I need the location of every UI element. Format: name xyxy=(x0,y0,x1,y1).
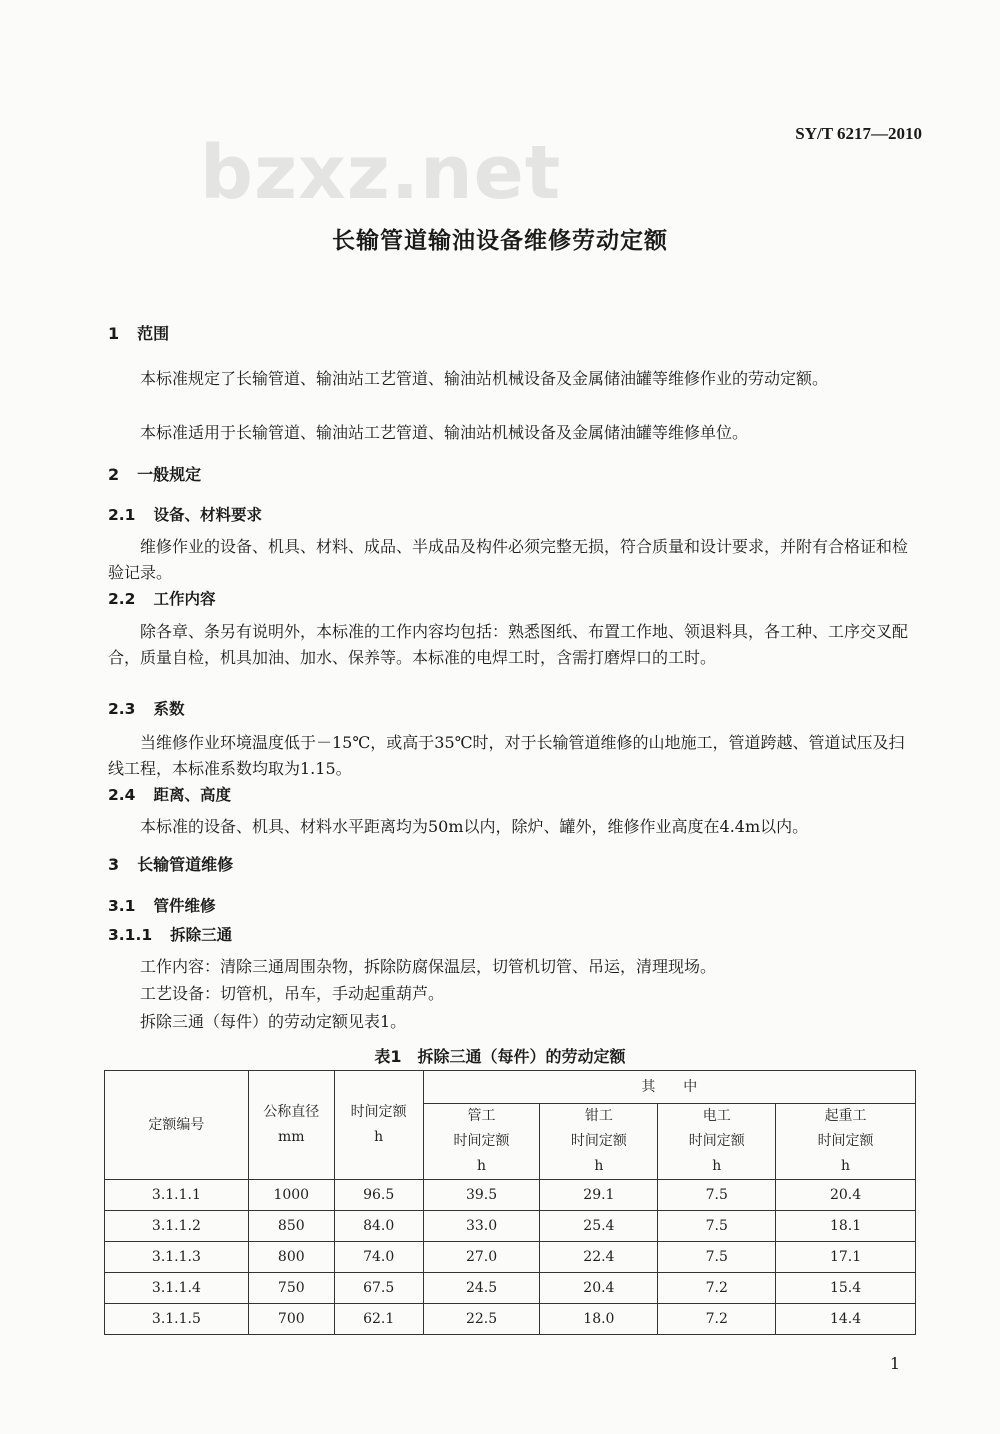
col-header-nominal-diameter xyxy=(248,1071,334,1180)
cell-diameter: 750 xyxy=(248,1273,334,1304)
section-title: 一般规定 xyxy=(137,465,202,484)
cell-total-time: 96.5 xyxy=(334,1180,423,1211)
cell-quota-id: 3.1.1.1 xyxy=(105,1180,249,1211)
col-header-rigger xyxy=(776,1104,916,1180)
section-number: 2.3 xyxy=(108,700,136,718)
document-title: 长输管道输油设备维修劳动定额 xyxy=(332,228,668,254)
header-unit: h xyxy=(374,1129,384,1145)
cell-pipefitter-time: 24.5 xyxy=(423,1273,540,1304)
section-number: 3.1.1 xyxy=(108,926,153,944)
cell-fitter-time: 25.4 xyxy=(540,1211,658,1242)
section-title: 长输管道维修 xyxy=(137,855,234,874)
table-caption: 表1 拆除三通（每件）的劳动定额 xyxy=(374,1047,626,1066)
header-line: 起重工 xyxy=(824,1108,867,1124)
cell-diameter: 800 xyxy=(248,1242,334,1273)
section-title: 工作内容 xyxy=(153,590,216,608)
col-header-quota-id: 定额编号 xyxy=(105,1071,249,1180)
header-unit: h xyxy=(594,1158,604,1174)
header-line: 钳工 xyxy=(584,1108,613,1124)
cell-quota-id: 3.1.1.2 xyxy=(105,1211,249,1242)
col-header-fitter xyxy=(540,1104,658,1180)
section-2-4-heading xyxy=(108,782,920,808)
cell-fitter-time: 29.1 xyxy=(540,1180,658,1211)
section-3-heading xyxy=(108,852,920,878)
table-row xyxy=(105,1242,916,1273)
table-row xyxy=(105,1304,916,1335)
section-number: 3.1 xyxy=(108,897,136,915)
header-unit: h xyxy=(477,1158,487,1174)
col-header-total-time xyxy=(334,1071,423,1180)
cell-total-time: 74.0 xyxy=(334,1242,423,1273)
labor-quota-table xyxy=(104,1070,916,1335)
cell-electrician-time: 7.2 xyxy=(658,1304,776,1335)
section-number: 2.1 xyxy=(108,506,136,524)
section-number: 2.2 xyxy=(108,590,136,608)
cell-rigger-time: 20.4 xyxy=(776,1180,916,1211)
cell-diameter: 700 xyxy=(248,1304,334,1335)
cell-diameter: 850 xyxy=(248,1211,334,1242)
cell-rigger-time: 14.4 xyxy=(776,1304,916,1335)
col-header-pipefitter xyxy=(423,1104,540,1180)
cell-electrician-time: 7.5 xyxy=(658,1180,776,1211)
cell-fitter-time: 18.0 xyxy=(540,1304,658,1335)
table-row xyxy=(105,1211,916,1242)
cell-rigger-time: 17.1 xyxy=(776,1242,916,1273)
header-line: 时间定额 xyxy=(688,1133,745,1149)
cell-quota-id: 3.1.1.5 xyxy=(105,1304,249,1335)
section-number: 3 xyxy=(108,855,120,874)
watermark: bzxz.net xyxy=(200,130,562,216)
section-title: 距离、高度 xyxy=(153,786,231,804)
header-line: 公称直径 xyxy=(263,1104,320,1120)
section-1-para-2: 本标准适用于长输管道、输油站工艺管道、输油站机械设备及金属储油罐等维修单位。 xyxy=(140,423,749,442)
cell-pipefitter-time: 27.0 xyxy=(423,1242,540,1273)
cell-electrician-time: 7.2 xyxy=(658,1273,776,1304)
section-title: 系数 xyxy=(153,700,185,718)
section-2-2-heading xyxy=(108,586,920,612)
section-title: 设备、材料要求 xyxy=(153,506,262,524)
header-line: 时间定额 xyxy=(817,1133,874,1149)
section-title: 拆除三通 xyxy=(170,926,233,944)
section-2-heading xyxy=(108,462,920,488)
section-2-2-para: 除各章、条另有说明外，本标准的工作内容均包括：熟悉图纸、布置工作地、领退料具，各工种、工序交叉配合，质量自检，机具加油、加水、保养等。本标准的电焊工时，含需打磨焊口的工时。 xyxy=(108,622,909,667)
section-2-1-para: 维修作业的设备、机具、材料、成品、半成品及构件必须完整无损，符合质量和设计要求，并附有合格证和检验记录。 xyxy=(108,537,909,582)
section-3-1-1-heading xyxy=(108,922,920,948)
section-2-3-heading xyxy=(108,696,920,722)
table-row xyxy=(105,1180,916,1211)
cell-electrician-time: 7.5 xyxy=(658,1211,776,1242)
header-line: 时间定额 xyxy=(453,1133,510,1149)
cell-quota-id: 3.1.1.4 xyxy=(105,1273,249,1304)
table-row xyxy=(105,1273,916,1304)
page-number: 1 xyxy=(889,1354,900,1373)
cell-pipefitter-time: 39.5 xyxy=(423,1180,540,1211)
section-2-3-para: 当维修作业环境温度低于－15℃，或高于35℃时，对于长输管道维修的山地施工，管道跨越、管道试压及扫线工程，本标准系数均取为1.15。 xyxy=(108,733,905,778)
cell-total-time: 67.5 xyxy=(334,1273,423,1304)
section-title: 管件维修 xyxy=(153,897,216,915)
section-number: 1 xyxy=(108,324,120,343)
header-line: 电工 xyxy=(702,1108,731,1124)
section-3-1-1-para-1: 工作内容：清除三通周围杂物，拆除防腐保温层，切管机切管、吊运，清理现场。 xyxy=(140,957,717,976)
header-unit: mm xyxy=(278,1129,305,1145)
cell-total-time: 84.0 xyxy=(334,1211,423,1242)
col-header-electrician xyxy=(658,1104,776,1180)
section-number: 2 xyxy=(108,465,120,484)
header-unit: h xyxy=(712,1158,722,1174)
standard-code: SY/T 6217—2010 xyxy=(795,124,922,143)
cell-rigger-time: 15.4 xyxy=(776,1273,916,1304)
cell-diameter: 1000 xyxy=(248,1180,334,1211)
cell-fitter-time: 22.4 xyxy=(540,1242,658,1273)
section-3-1-1-para-3: 拆除三通（每件）的劳动定额见表1。 xyxy=(140,1012,407,1031)
cell-pipefitter-time: 22.5 xyxy=(423,1304,540,1335)
section-3-1-1-para-2: 工艺设备：切管机，吊车，手动起重葫芦。 xyxy=(140,984,445,1003)
section-title: 范围 xyxy=(137,324,170,343)
cell-total-time: 62.1 xyxy=(334,1304,423,1335)
header-line: 时间定额 xyxy=(350,1104,407,1120)
section-number: 2.4 xyxy=(108,786,136,804)
header-unit: h xyxy=(841,1158,851,1174)
table-header-row xyxy=(105,1071,916,1104)
section-2-1-heading xyxy=(108,502,920,528)
header-line: 时间定额 xyxy=(570,1133,627,1149)
cell-electrician-time: 7.5 xyxy=(658,1242,776,1273)
col-group-header: 其中 xyxy=(423,1071,915,1104)
cell-pipefitter-time: 33.0 xyxy=(423,1211,540,1242)
header-line: 管工 xyxy=(467,1108,496,1124)
section-3-1-heading xyxy=(108,893,920,919)
section-1-para-1: 本标准规定了长输管道、输油站工艺管道、输油站机械设备及金属储油罐等维修作业的劳动定额。 xyxy=(140,369,829,388)
cell-quota-id: 3.1.1.3 xyxy=(105,1242,249,1273)
section-2-4-para: 本标准的设备、机具、材料水平距离均为50m以内，除炉、罐外，维修作业高度在4.4m以内。 xyxy=(140,817,809,836)
cell-fitter-time: 20.4 xyxy=(540,1273,658,1304)
cell-rigger-time: 18.1 xyxy=(776,1211,916,1242)
section-1-heading xyxy=(108,321,920,347)
